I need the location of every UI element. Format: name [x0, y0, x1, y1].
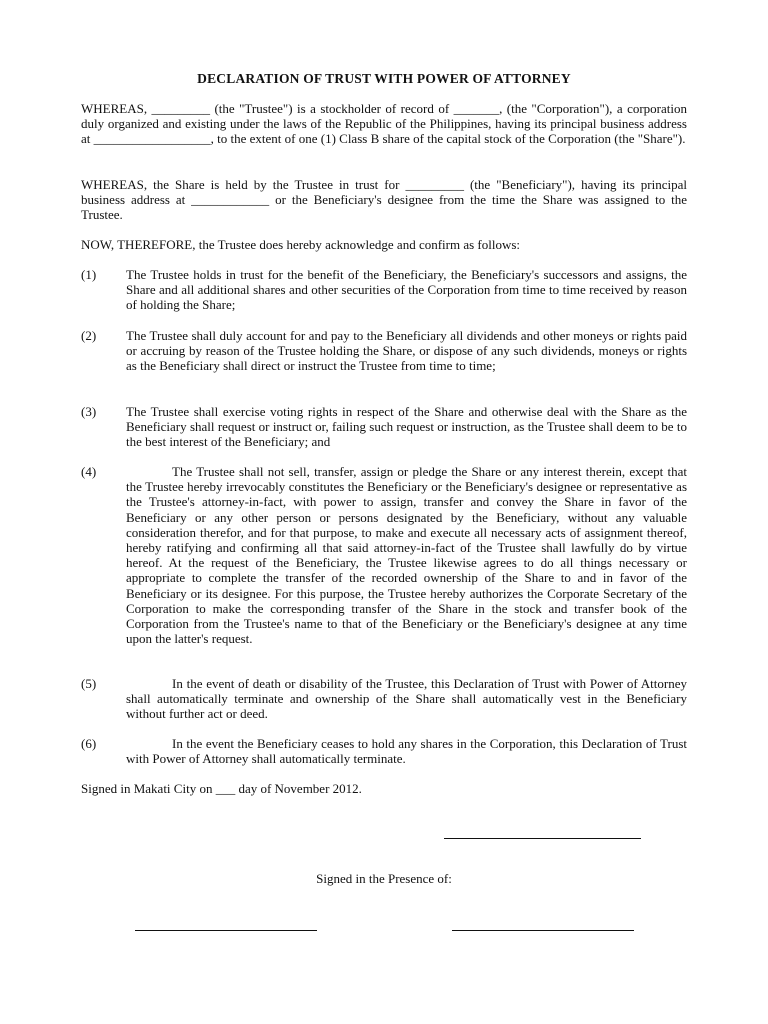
- list-item-5: [81, 676, 687, 722]
- item-text: In the event the Beneficiary ceases to hold any shares in the Corporation, this Declaration of Trust with Power of Attorney shall automatically terminate.: [126, 736, 687, 767]
- item-number: (3): [81, 404, 97, 419]
- list-item-3: [81, 404, 687, 450]
- signed-in-line: Signed in Makati City on ___ day of November 2012.: [81, 781, 362, 796]
- witness-signature-line-2: [452, 930, 634, 931]
- trustee-signature-line: [444, 838, 641, 839]
- now-therefore-clause: NOW, THEREFORE, the Trustee does hereby acknowledge and confirm as follows:: [81, 237, 521, 252]
- item-number: (4): [81, 464, 97, 479]
- item-number: (1): [81, 267, 97, 282]
- list-item-6: [81, 736, 687, 766]
- list-item-4: [81, 464, 687, 646]
- whereas-clause-2: WHEREAS, the Share is held by the Trustee in trust for _________ (the "Beneficiary"), having its principal business address at ____________ or the Beneficiary's designee from the time the Share was assigned to the Trustee.: [81, 177, 687, 223]
- item-text: The Trustee holds in trust for the benefit of the Beneficiary, the Beneficiary's successors and assigns, the Share and all additional shares and other securities of the Corporation from time to time received by reason of holding the Share;: [126, 267, 687, 313]
- list-item-2: [81, 328, 687, 374]
- item-text: In the event of death or disability of the Trustee, this Declaration of Trust with Power of Attorney shall automatically terminate and ownership of the Share shall automatically vest in the Beneficiary without further act or deed.: [126, 676, 687, 722]
- witness-signature-line-1: [135, 930, 317, 931]
- list-item-1: [81, 267, 687, 313]
- whereas-clause-1: WHEREAS, _________ (the "Trustee") is a stockholder of record of _______, (the "Corporation"), a corporation duly organized and existing under the laws of the Republic of the Philippines, having its principal business address at __________________, to the extent of one (1) Class B share of the capital stock of the Corporation (the "Share").: [81, 101, 687, 147]
- item-number: (6): [81, 736, 97, 751]
- item-text: The Trustee shall not sell, transfer, assign or pledge the Share or any interest therein, except that the Trustee hereby irrevocably constitutes the Beneficiary or the Beneficiary's designee or representative as the Trustee's attorney-in-fact, with power to assign, transfer and convey the Share in favor of the Beneficiary or any other person or persons designated by the Beneficiary, without any valuable consideration therefor, and for that purpose, to make and execute all necessary acts of assignment thereof, hereby ratifying and confirming all that said attorney-in-fact of the Trustee shall lawfully do by virtue hereof. At the request of the Beneficiary, the Trustee likewise agrees to do all things necessary or appropriate to complete the transfer of the recorded ownership of the Share to and in favor of the Beneficiary or its designee. For this purpose, the Trustee hereby authorizes the Corporate Secretary of the Corporation to make the corresponding transfer of the Share in the stock and transfer book of the Corporation from the Trustee's name to that of the Beneficiary or the Beneficiary's designee at any time upon the latter's request.: [126, 464, 687, 647]
- item-number: (5): [81, 676, 97, 691]
- item-text: The Trustee shall exercise voting rights in respect of the Share and otherwise deal with the Share as the Beneficiary shall request or instruct or, failing such request or instruction, as the Trustee shall deem to be to the best interest of the Beneficiary; and: [126, 404, 687, 450]
- item-text: The Trustee shall duly account for and pay to the Beneficiary all dividends and other moneys or rights paid or accruing by reason of the Trustee holding the Share, or dispose of any such dividends, moneys or rights as the Beneficiary shall direct or instruct the Trustee from time to time;: [126, 328, 687, 374]
- item-number: (2): [81, 328, 97, 343]
- signed-presence-label: Signed in the Presence of:: [316, 871, 452, 886]
- document-title: DECLARATION OF TRUST WITH POWER OF ATTORNEY: [197, 71, 571, 86]
